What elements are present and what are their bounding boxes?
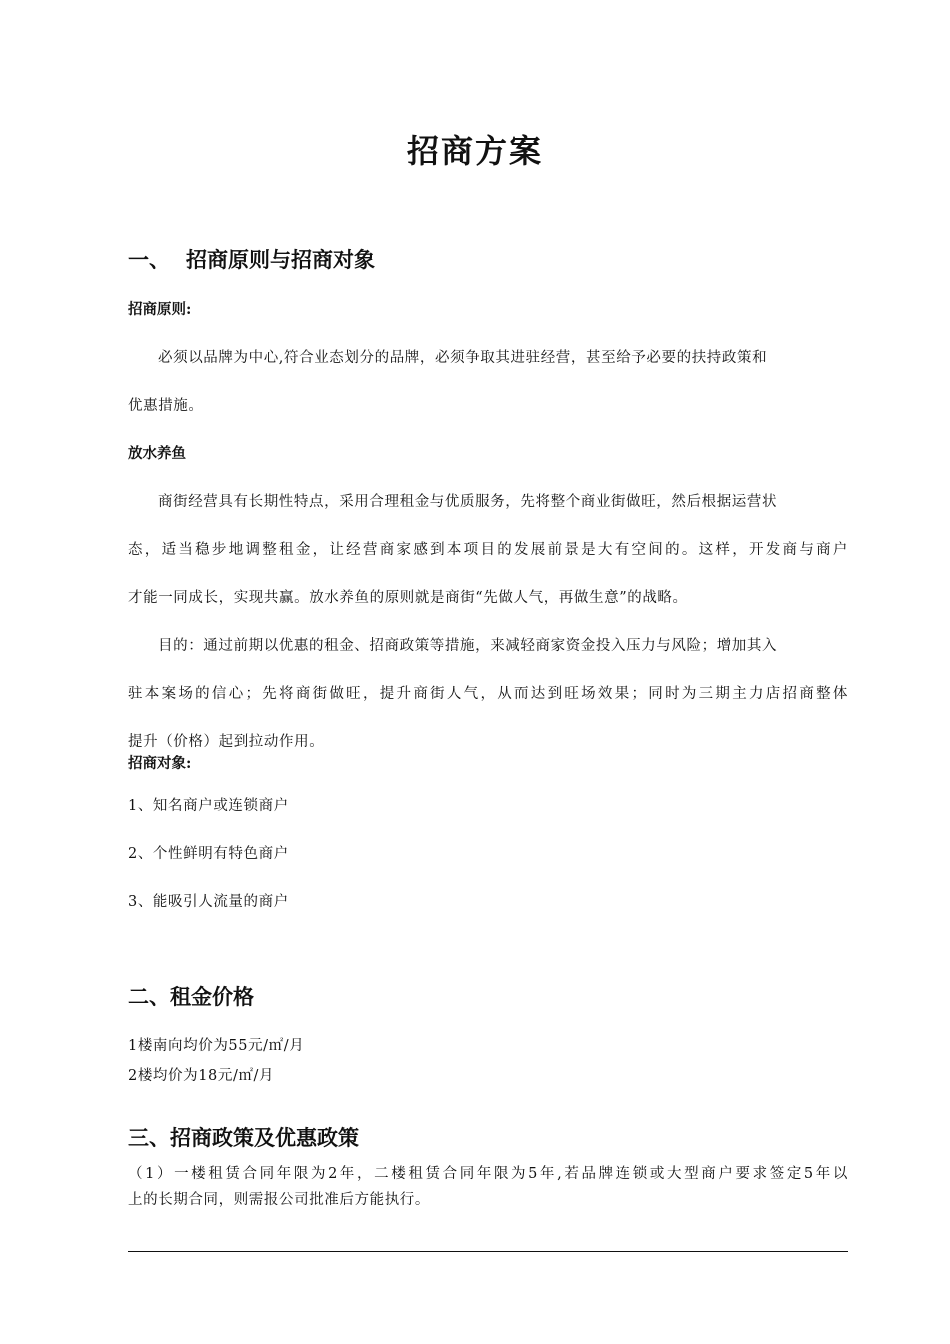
target-item: 3、能吸引人流量的商户 bbox=[128, 894, 289, 910]
policy-line-1: （1）一楼租赁合同年限为2年，二楼租赁合同年限为5年,若品牌连锁或大型商户要求签定5年以 bbox=[128, 1166, 848, 1182]
goal-line-3: 提升（价格）起到拉动作用。 bbox=[128, 734, 325, 750]
targets-label: 招商对象: bbox=[128, 755, 192, 772]
section1-heading bbox=[128, 244, 375, 274]
target-item: 2、个性鲜明有特色商户 bbox=[128, 846, 289, 862]
target-item: 1、知名商户或连锁商户 bbox=[128, 798, 289, 814]
rent-line-2: 2楼均价为18元/㎡/月 bbox=[128, 1068, 275, 1084]
fish-line-3: 才能一同成长，实现共赢。放水养鱼的原则就是商街“先做人气，再做生意”的战略。 bbox=[128, 590, 688, 606]
goal-line-2: 驻本案场的信心；先将商街做旺，提升商街人气，从而达到旺场效果；同时为三期主力店招商整体 bbox=[128, 686, 848, 702]
section1-title: 招商原则与招商对象 bbox=[186, 247, 375, 272]
section3-heading: 三、招商政策及优惠政策 bbox=[128, 1125, 359, 1150]
page-title: 招商方案 bbox=[406, 132, 543, 170]
fish-label: 放水养鱼 bbox=[128, 445, 186, 462]
principle-label: 招商原则: bbox=[128, 301, 192, 318]
section1-number: 一、 bbox=[128, 247, 170, 272]
footer-divider bbox=[128, 1251, 848, 1252]
rent-line-1: 1楼南向均价为55元/㎡/月 bbox=[128, 1038, 305, 1054]
goal-line-1: 目的：通过前期以优惠的租金、招商政策等措施，来减轻商家资金投入压力与风险；增加其入 bbox=[158, 638, 778, 654]
principle-line-2: 优惠措施。 bbox=[128, 398, 204, 414]
fish-line-2: 态，适当稳步地调整租金，让经营商家感到本项目的发展前景是大有空间的。这样，开发商与商户 bbox=[128, 542, 848, 558]
fish-line-1: 商街经营具有长期性特点，采用合理租金与优质服务，先将整个商业街做旺，然后根据运营状 bbox=[158, 494, 778, 510]
principle-line-1: 必须以品牌为中心,符合业态划分的品牌，必须争取其进驻经营，甚至给予必要的扶持政策和 bbox=[158, 350, 768, 366]
section2-heading: 二、租金价格 bbox=[128, 984, 254, 1009]
policy-line-2: 上的长期合同，则需报公司批准后方能执行。 bbox=[128, 1192, 430, 1208]
